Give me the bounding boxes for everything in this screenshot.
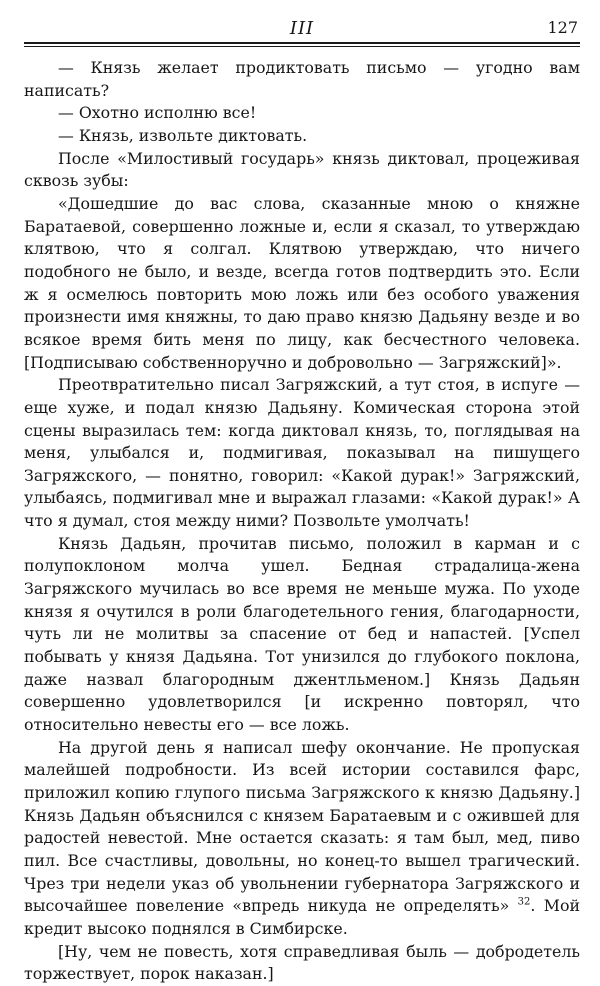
page-number: 127 <box>547 18 578 37</box>
body-text <box>24 57 580 986</box>
paragraph: «Дошедшие до вас слова, сказанные мною о княжне Баратаевой, совершенно ложные и, если я сказал, то утверждаю клятвою, что я солгал. Клятвою утверждаю, что ничего подобного не было, и везде, всегда готов подтвердить это. Если ж я осмелюсь повторить мою ложь или без особого уважения произнести имя княжны, то даю право князю Дадьяну везде и во всякое время бить меня по лицу, как бесчестного человека. [Подписываю собственноручно и добровольно — Загряжский]». <box>24 193 580 372</box>
paragraph: [Ну, чем не повесть, хотя справедливая быль — добродетель торжествует, порок наказан.] <box>24 941 580 984</box>
paragraph: — Охотно исполню все! <box>58 103 257 123</box>
paragraph-text: На другой день я написал шефу окончание. Не пропуская малейшей подробности. Из всей истории составился фарс, приложил копию глупого письма Загряжского к князю Дадьяну.] Князь Дадьян объяснился с князем Баратаевым и с ожившей для радостей невестой. Мне остается сказать: я там был, мед, пиво пил. Все счастливы, довольны, но конец-то вышел трагический. Чрез три недели указ об увольнении губернатора Загряжского и высочайшее повеление «впредь никуда не определять» <box>24 737 580 916</box>
paragraph: — Князь, извольте диктовать. <box>58 125 308 145</box>
paragraph: — Князь желает продиктовать письмо — угодно вам написать? <box>24 58 580 100</box>
paragraph: После «Милостивый государь» князь диктовал, процеживая сквозь зубы: <box>24 148 580 191</box>
book-page <box>24 14 580 986</box>
paragraph: Князь Дадьян, прочитав письмо, положил в карман и с полупоклоном молча ушел. Бедная страдалица-жена Загряжского мучилась во все время не меньше мужа. По уходе князя я очутился в роли благодетельного гения, благодарности, чуть ли не молитвы за спасение от бед и напастей. [Успел побывать у князя Дадьяна. Тот унизился до глубокого поклона, даже назвал благородным джентльменом.] Князь Дадьян совершенно удовлетворился [и искренно повторял, что относительно невесты его — все ложь. <box>24 533 580 735</box>
paragraph: Преотвратительно писал Загряжский, а тут стоя, в испуге — еще хуже, и подал князю Дадьяну. Комическая сторона этой сцены выразилась тем: когда диктовал князь, то, поглядывая на меня, улыбался и, подмигивая, показывал на пишущего Загряжского, — понятно, говорил: «Какой дурак!» Загряжский, улыбаясь, подмигивал мне и выражал глазами: «Какой дурак!» А что я думал, стоя между ними? Позвольте умолчать! <box>24 375 580 531</box>
paragraph-text-continued: . Мой кредит высоко поднялся в Симбирске. <box>24 896 581 938</box>
chapter-title: III <box>289 18 315 39</box>
running-header <box>24 14 580 42</box>
paragraph <box>24 737 580 941</box>
footnote-ref: 32 <box>517 897 531 909</box>
header-rule <box>24 42 580 47</box>
